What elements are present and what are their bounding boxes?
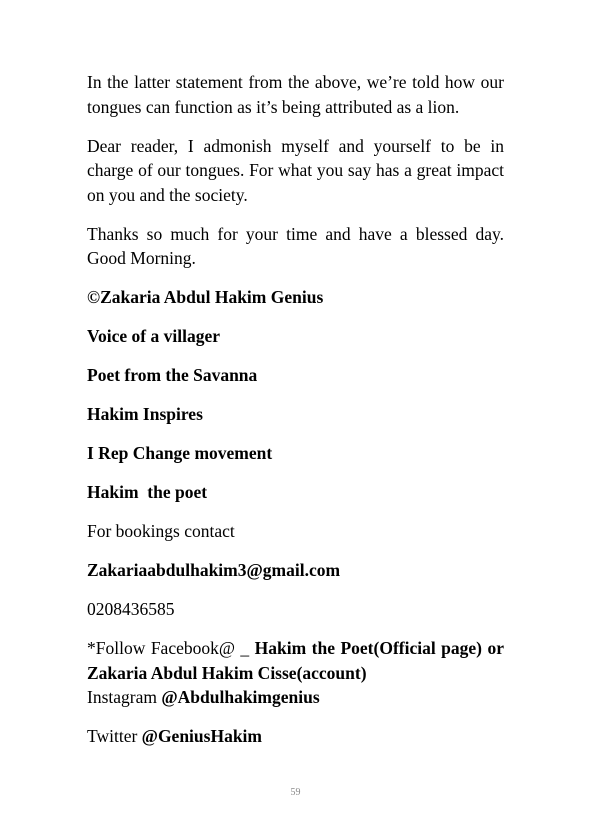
twitter-label: Twitter bbox=[87, 726, 138, 746]
author-alias-change-movement: I Rep Change movement bbox=[87, 443, 273, 463]
author-alias-savanna: Poet from the Savanna bbox=[87, 365, 258, 385]
twitter-handle[interactable]: @GeniusHakim bbox=[141, 726, 263, 746]
facebook-pages[interactable]: Hakim the Poet(Official page) or Zakaria Abdul Hakim Cisse(account) bbox=[87, 638, 504, 683]
author-alias-villager: Voice of a villager bbox=[87, 326, 221, 346]
follow-facebook-prefix: *Follow Facebook@ _ bbox=[87, 638, 250, 658]
paragraph-tongue-lion: In the latter statement from the above, we’re told how our tongues can function as it’s being attributed as a lion. bbox=[87, 72, 504, 117]
social-twitter bbox=[87, 724, 504, 749]
author-alias-inspires: Hakim Inspires bbox=[87, 404, 203, 424]
contact-email[interactable]: Zakariaabdulhakim3@gmail.com bbox=[87, 560, 341, 580]
author-alias-the-poet-text: Hakim the poet bbox=[87, 482, 208, 502]
bookings-label: For bookings contact bbox=[87, 521, 235, 541]
paragraph-thanks: Thanks so much for your time and have a blessed day. Good Morning. bbox=[87, 223, 504, 268]
page-number: 59 bbox=[290, 787, 301, 798]
social-instagram bbox=[87, 685, 504, 710]
author-alias-the-poet bbox=[87, 480, 504, 505]
social-facebook bbox=[87, 636, 504, 685]
author-copyright: ©Zakaria Abdul Hakim Genius bbox=[87, 287, 324, 307]
page-content bbox=[87, 70, 504, 749]
contact-phone: 0208436585 bbox=[87, 599, 175, 619]
instagram-label: Instagram bbox=[87, 687, 157, 707]
paragraph-admonish: Dear reader, I admonish myself and yourself to be in charge of our tongues. For what you say has a great impact on you and the society. bbox=[87, 135, 504, 205]
instagram-handle[interactable]: @Abdulhakimgenius bbox=[161, 687, 320, 707]
